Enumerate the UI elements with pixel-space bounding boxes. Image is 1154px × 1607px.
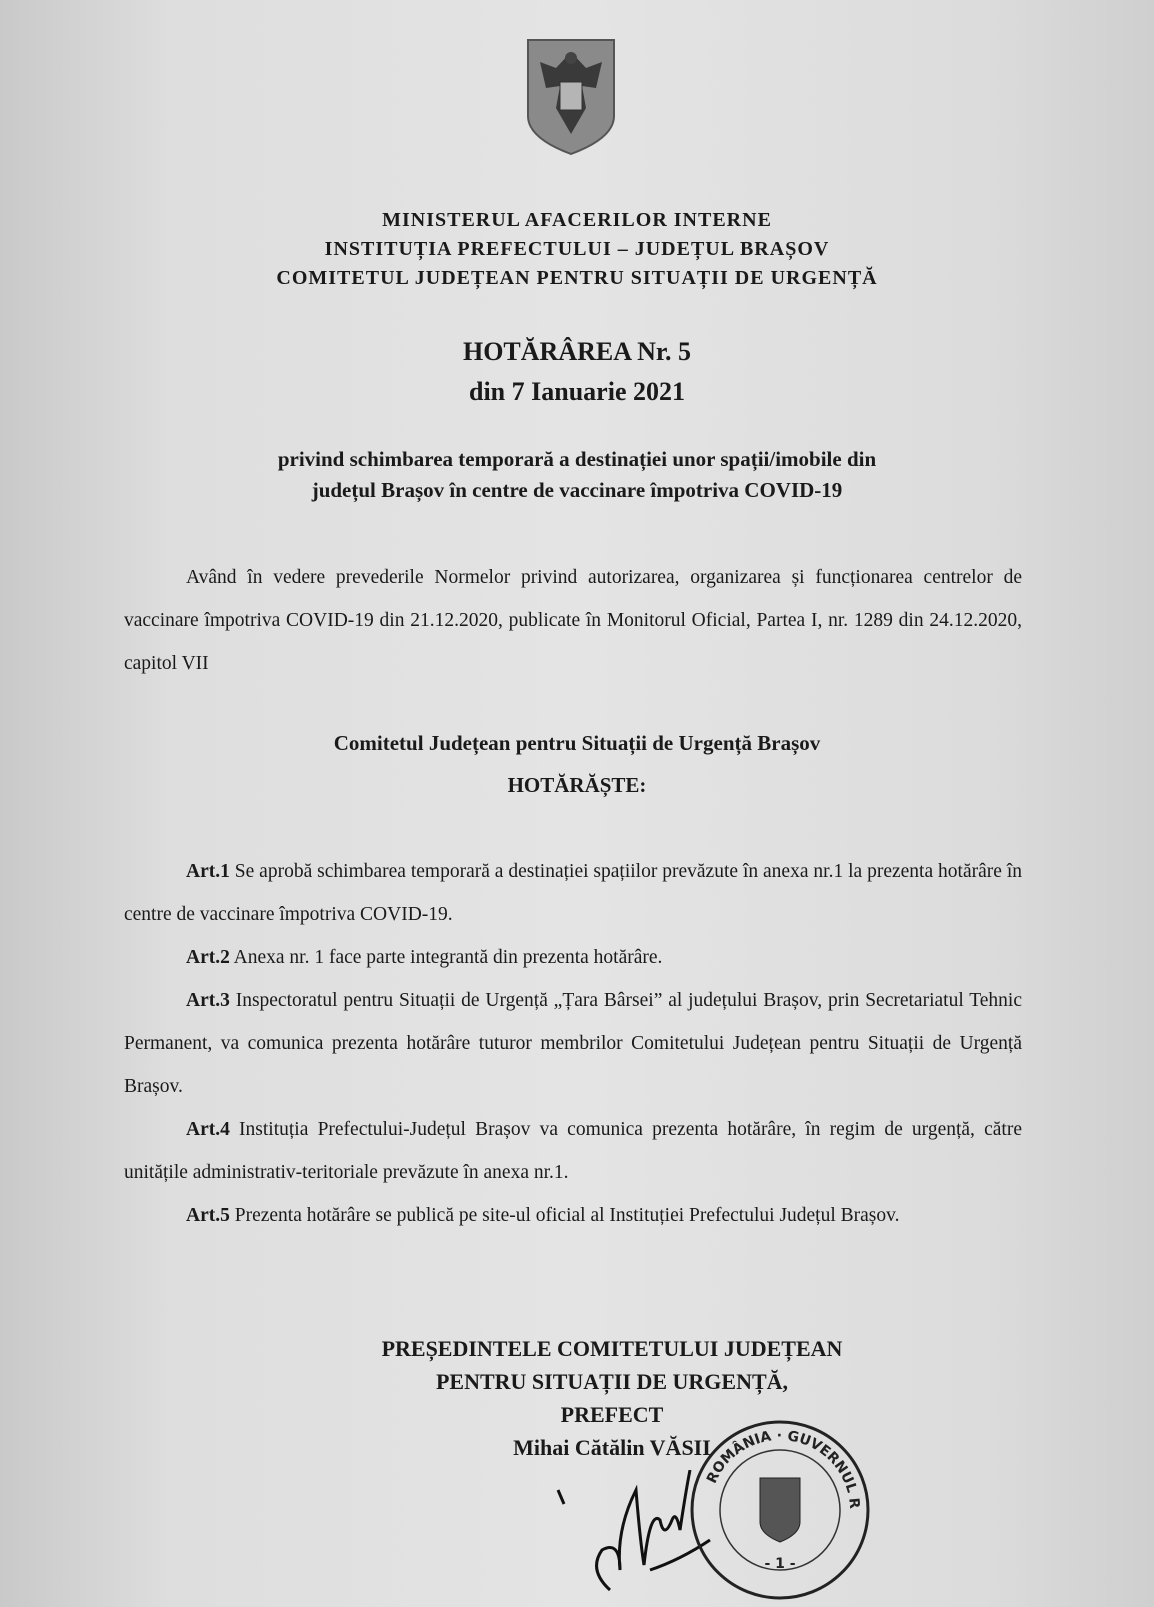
- article-3: [124, 979, 1022, 1108]
- article-label: Art.2: [186, 947, 230, 968]
- title-number: HOTĂRÂREA Nr. 5: [462, 337, 691, 366]
- article-label: Art.3: [186, 990, 230, 1011]
- coat-of-arms-emblem: [526, 38, 616, 156]
- article-2: [124, 936, 1022, 979]
- document-subject: [0, 444, 1154, 506]
- title-date: din 7 Ianuarie 2021: [469, 377, 685, 406]
- decides-label: HOTĂRĂȘTE:: [507, 773, 647, 797]
- article-4: [124, 1108, 1022, 1194]
- article-text: Se aprobă schimbarea temporară a destinației spațiilor prevăzute în anexa nr.1 la prezenta hotărâre în centre de vaccinare împotriva COVID-19.: [124, 861, 1022, 925]
- document-title: [0, 332, 1154, 412]
- articles: [124, 850, 1022, 1237]
- issuer-header: [0, 206, 1154, 293]
- svg-text:- 1 -: - 1 -: [764, 1556, 796, 1572]
- article-label: Art.1: [186, 861, 230, 882]
- signatory-title: PREȘEDINTELE COMITETULUI JUDEȚEAN: [381, 1336, 843, 1361]
- subject-line: privind schimbarea temporară a destinației unor spații/imobile din: [277, 447, 877, 471]
- signatory-title: PENTRU SITUAȚII DE URGENȚĂ,: [435, 1369, 789, 1394]
- header-line: INSTITUȚIA PREFECTULUI – JUDEȚUL BRAȘOV: [324, 238, 830, 260]
- article-text: Inspectoratul pentru Situații de Urgență „Țara Bârsei” al județului Brașov, prin Secretariatul Tehnic Permanent, va comunica prezenta hotărâre tuturor membrilor Comitetului Județean pentru Situații de Urgență Brașov.: [124, 990, 1022, 1097]
- header-line: COMITETUL JUDEȚEAN PENTRU SITUAȚII DE URGENȚĂ: [276, 267, 878, 289]
- article-5: [124, 1194, 1022, 1237]
- committee-name: Comitetul Județean pentru Situații de Urgență Brașov: [333, 731, 821, 755]
- preamble: [124, 556, 1022, 685]
- signatory-name: Mihai Cătălin VĂSII: [513, 1435, 711, 1460]
- preamble-text: Având în vedere prevederile Normelor privind autorizarea, organizarea și funcționarea centrelor de vaccinare împotriva COVID-19 din 21.12.2020, publicate în Monitorul Oficial, Partea I, nr. 1289 din 24.12.2020, capitol VII: [124, 567, 1022, 674]
- svg-text:ROMÂNIA · GUVERNUL ROMÂNIEI: ROMÂNIA · GUVERNUL R: [703, 1427, 863, 1510]
- signatory-role: PREFECT: [560, 1402, 664, 1427]
- article-1: [124, 850, 1022, 936]
- subject-line: județul Brașov în centre de vaccinare împotriva COVID-19: [311, 478, 843, 502]
- article-text: Prezenta hotărâre se publică pe site-ul oficial al Instituției Prefectului Județul Brașov.: [229, 1205, 900, 1226]
- article-text: Instituția Prefectului-Județul Brașov va comunica prezenta hotărâre, în regim de urgență, către unitățile administrativ-teritoriale prevăzute în anexa nr.1.: [124, 1119, 1022, 1183]
- header-line: MINISTERUL AFACERILOR INTERNE: [382, 209, 772, 231]
- decision-heading: [0, 722, 1154, 806]
- article-label: Art.4: [186, 1119, 230, 1140]
- official-stamp: [688, 1418, 872, 1602]
- article-label: Art.5: [186, 1205, 230, 1226]
- article-text: Anexa nr. 1 face parte integrantă din prezenta hotărâre.: [229, 947, 663, 968]
